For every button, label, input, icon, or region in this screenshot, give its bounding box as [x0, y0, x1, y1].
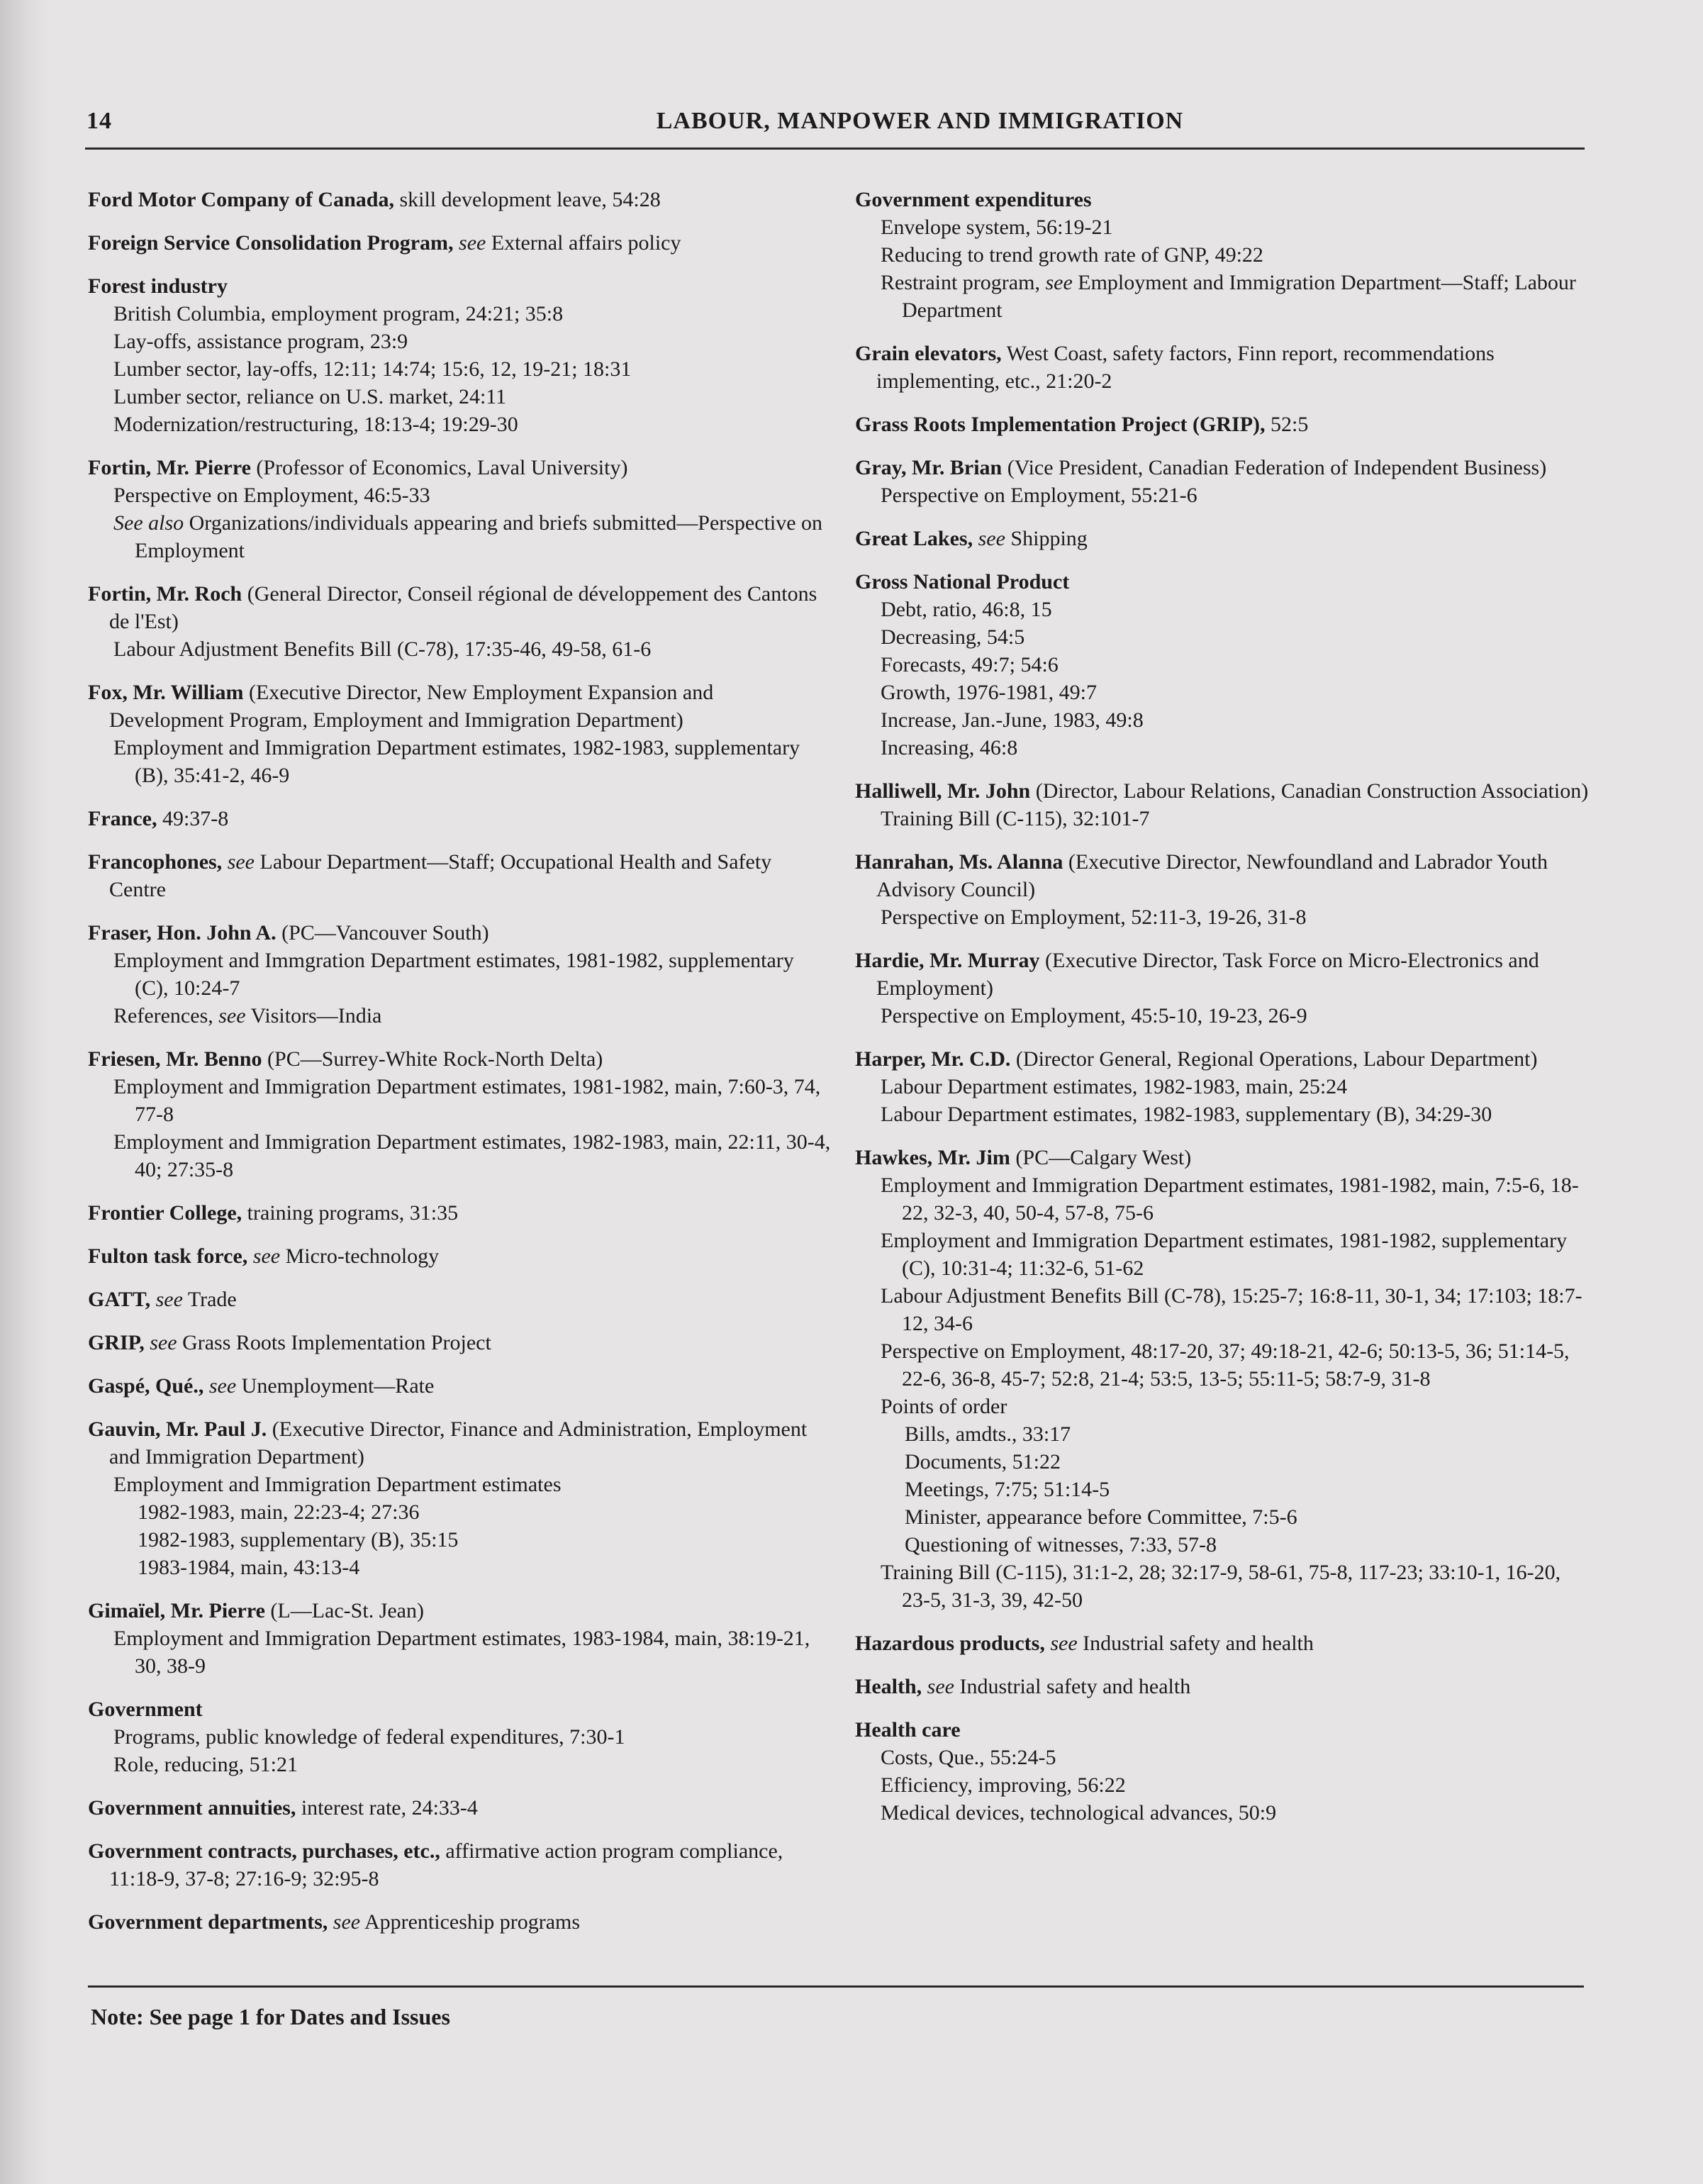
index-term: Gimaïel, Mr. Pierre: [88, 1599, 265, 1622]
index-subentry: [855, 596, 1592, 623]
index-entry-detail: affirmative action program compliance, 11:18-9, 37-8; 27:16-9; 32:95-8: [109, 1839, 783, 1890]
index-entry-heading: [855, 1144, 1592, 1171]
index-subentry-text: Training Bill (C-115), 32:101-7: [881, 807, 1150, 830]
index-subentry-text: Restraint program,: [881, 271, 1046, 294]
index-entry: [88, 1695, 832, 1778]
index-term: Hazardous products,: [855, 1632, 1045, 1655]
see-reference: see: [453, 231, 486, 255]
index-subentry: [855, 241, 1592, 269]
index-subentry-text: Increasing, 46:8: [881, 736, 1018, 759]
index-entry-heading: [88, 919, 832, 947]
index-term: Fortin, Mr. Pierre: [88, 456, 251, 479]
page-number: 14: [86, 108, 112, 134]
index-term: Halliwell, Mr. John: [855, 779, 1031, 803]
index-entry: [88, 580, 832, 663]
index-term: Friesen, Mr. Benno: [88, 1047, 262, 1071]
index-entry-heading: [855, 186, 1592, 213]
index-subentry: [88, 411, 832, 438]
index-entry: [88, 1372, 832, 1400]
index-entry-heading: [88, 1695, 832, 1723]
index-entry: [88, 1242, 832, 1270]
index-subentry: [88, 300, 832, 328]
index-subentry: [88, 1751, 832, 1778]
index-subentry: [855, 623, 1592, 651]
index-entry-heading: [88, 1199, 832, 1227]
index-subentry-text: Lumber sector, reliance on U.S. market, 24:11: [113, 385, 507, 408]
index-entry: [855, 1673, 1592, 1700]
index-entry: [88, 848, 832, 903]
index-term: Grass Roots Implementation Project (GRIP),: [855, 413, 1266, 436]
index-subentry-text: Efficiency, improving, 56:22: [881, 1773, 1126, 1797]
index-entry: [88, 1286, 832, 1313]
index-entry-detail: (Executive Director, Newfoundland and Labrador Youth Advisory Council): [876, 850, 1548, 901]
index-subentry-text: Documents, 51:22: [905, 1450, 1061, 1473]
index-subentry-text: Modernization/restructuring, 18:13-4; 19:29-30: [113, 413, 518, 436]
index-entry-detail: Micro-technology: [280, 1244, 440, 1268]
index-term: Hanrahan, Ms. Alanna: [855, 850, 1063, 874]
index-subentry: [855, 1799, 1592, 1827]
see-reference: see: [1044, 1632, 1078, 1655]
index-subentry-text: Meetings, 7:75; 51:14-5: [905, 1478, 1110, 1501]
index-entry-detail: Grass Roots Implementation Project: [177, 1331, 491, 1354]
index-term: Grain elevators,: [855, 342, 1002, 365]
index-subentry-text: Employment and Immigration Department estimates, 1982-1983, main, 22:11, 30-4, 40; 27:35-8: [113, 1130, 831, 1181]
index-entry-detail: (Director General, Regional Operations, Labour Department): [1010, 1047, 1538, 1071]
index-entry: [88, 229, 832, 257]
index-subentry-text: Employment and Immigration Department estimates, 1981-1982, supplementary (C), 10:31-4; 11:32-6, 51-62: [881, 1229, 1568, 1280]
index-term: Gross National Product: [855, 570, 1070, 594]
index-subentry: [855, 679, 1592, 706]
index-entry: [88, 1329, 832, 1356]
index-subentry-text: Growth, 1976-1981, 49:7: [881, 681, 1097, 704]
index-term: GRIP,: [88, 1331, 145, 1354]
index-subentry: [855, 1282, 1592, 1337]
index-entry-heading: [88, 1372, 832, 1400]
index-entry-heading: [88, 1242, 832, 1270]
index-entry: [855, 777, 1592, 832]
index-subentry-text: British Columbia, employment program, 24:21; 35:8: [113, 302, 564, 325]
index-subentry-text: Perspective on Employment, 46:5-33: [113, 484, 430, 507]
index-entry-heading: [855, 411, 1592, 438]
index-entry-detail: West Coast, safety factors, Finn report, recommendations implementing, etc., 21:20-2: [876, 342, 1495, 393]
index-subentry-text: Programs, public knowledge of federal expenditures, 7:30-1: [113, 1725, 625, 1749]
index-subentry-text: Perspective on Employment, 52:11-3, 19-26, 31-8: [881, 906, 1307, 929]
index-entry-heading: [88, 848, 832, 903]
index-subentry: [855, 1227, 1592, 1282]
index-entry: [88, 1597, 832, 1680]
index-entry-detail: Industrial safety and health: [954, 1675, 1191, 1698]
footer-note: Note: See page 1 for Dates and Issues: [91, 2004, 450, 2029]
index-entry-heading: [855, 525, 1592, 552]
index-subentry-text: Increase, Jan.-June, 1983, 49:8: [881, 708, 1144, 732]
index-entry-detail: Unemployment—Rate: [236, 1374, 435, 1398]
index-entry-heading: [855, 947, 1592, 1002]
index-entry-heading: [88, 186, 832, 213]
index-subentry: [855, 1393, 1592, 1420]
index-entry-detail: (Executive Director, New Employment Expansion and Development Program, Employment and Immigration Department): [109, 681, 714, 732]
index-entry-heading: [855, 340, 1592, 395]
see-reference: see: [1045, 271, 1073, 294]
index-subentry-text: Employment and Immgration Department estimates, 1981-1982, supplementary (C), 10:24-7: [113, 949, 794, 1000]
index-subentry-text: Decreasing, 54:5: [881, 625, 1025, 649]
index-entry-detail: (General Director, Conseil régional de développement des Cantons de l'Est): [109, 582, 817, 633]
index-entry-heading: [88, 1908, 832, 1936]
index-entry: [855, 947, 1592, 1030]
index-term: Gaspé, Qué.,: [88, 1374, 204, 1398]
index-term: Fortin, Mr. Roch: [88, 582, 242, 606]
index-term: GATT,: [88, 1288, 151, 1311]
index-entry-detail: External affairs policy: [486, 231, 681, 255]
index-subentry-text: Employment and Immigration Department estimates, 1981-1982, main, 7:5-6, 18-22, 32-3, 40, 50-4, 57-8, 75-6: [881, 1174, 1579, 1225]
index-subentry-text: Employment and Immigration Department—Staff; Labour Department: [902, 271, 1576, 322]
index-entry-heading: [88, 1794, 832, 1822]
index-subentry: [855, 734, 1592, 762]
index-subentry: [88, 1002, 832, 1030]
index-term: Health,: [855, 1675, 922, 1698]
index-subentry-text: Envelope system, 56:19-21: [881, 216, 1113, 239]
index-subentry: [855, 1559, 1592, 1614]
index-entry-heading: [855, 568, 1592, 596]
index-entry-heading: [88, 1286, 832, 1313]
index-subentry: [855, 1503, 1592, 1531]
index-subentry-text: Lumber sector, lay-offs, 12:11; 14:74; 15:6, 12, 19-21; 18:31: [113, 357, 632, 381]
index-subentry: [855, 1531, 1592, 1559]
index-entry: [88, 1045, 832, 1183]
index-entry-heading: [88, 580, 832, 635]
index-entry: [855, 848, 1592, 931]
index-entry: [88, 454, 832, 564]
index-entry-heading: [855, 777, 1592, 805]
index-subentry-text: Medical devices, technological advances, 50:9: [881, 1801, 1277, 1824]
index-term: Fulton task force,: [88, 1244, 248, 1268]
index-entry-heading: [88, 1045, 832, 1073]
index-term: Foreign Service Consolidation Program,: [88, 231, 454, 255]
index-term: France,: [88, 807, 157, 830]
index-subentry-text: Role, reducing, 51:21: [113, 1753, 298, 1776]
index-subentry-text: References,: [113, 1004, 219, 1027]
index-entry-heading: [88, 1597, 832, 1625]
index-term: Ford Motor Company of Canada,: [88, 188, 394, 211]
index-subentry: [88, 355, 832, 383]
index-term: Government annuities,: [88, 1796, 296, 1820]
index-entry: [88, 679, 832, 789]
index-term: Harper, Mr. C.D.: [855, 1047, 1011, 1071]
index-subentry-text: Minister, appearance before Committee, 7:5-6: [905, 1505, 1297, 1529]
index-subentry: [88, 509, 832, 564]
index-subentry: [855, 1448, 1592, 1476]
index-subentry: [855, 1337, 1592, 1393]
index-entry-detail: (L—Lac-St. Jean): [264, 1599, 424, 1622]
index-term: Government departments,: [88, 1910, 328, 1934]
index-entry-heading: [88, 229, 832, 257]
index-subentry-text: Visitors—India: [245, 1004, 382, 1027]
index-entry: [88, 1199, 832, 1227]
index-term: Fraser, Hon. John A.: [88, 921, 277, 945]
index-entry-heading: [88, 1415, 832, 1471]
index-subentry: [88, 481, 832, 509]
index-subentry: [88, 635, 832, 663]
index-subentry: [88, 1526, 832, 1554]
index-term: Francophones,: [88, 850, 223, 874]
index-subentry: [855, 213, 1592, 241]
index-subentry: [855, 1101, 1592, 1128]
index-entry: [855, 525, 1592, 552]
page-title: LABOUR, MANPOWER AND IMMIGRATION: [656, 108, 1184, 134]
index-subentry-text: 1982-1983, main, 22:23-4; 27:36: [138, 1500, 420, 1524]
index-subentry-text: Labour Department estimates, 1982-1983, main, 25:24: [881, 1075, 1348, 1098]
index-entry-detail: (Director, Labour Relations, Canadian Construction Association): [1030, 779, 1589, 803]
index-subentry: [855, 706, 1592, 734]
see-reference: see: [150, 1288, 183, 1311]
index-entry-detail: training programs, 31:35: [242, 1201, 459, 1225]
index-entry: [88, 1837, 832, 1893]
index-subentry: [88, 328, 832, 355]
index-term: Gray, Mr. Brian: [855, 456, 1003, 479]
see-reference: see: [222, 850, 255, 874]
index-term: Great Lakes,: [855, 527, 973, 550]
index-entry-heading: [88, 454, 832, 481]
index-subentry-text: Debt, ratio, 46:8, 15: [881, 598, 1052, 621]
see-reference: see: [328, 1910, 361, 1934]
index-column-left: [88, 186, 832, 1951]
index-subentry-text: Perspective on Employment, 48:17-20, 37; 49:18-21, 42-6; 50:13-5, 36; 51:14-5, 22-6, 36-8, 45-7; 52:8, 21-4; 53:5, 13-5; 55:11-5; 58:7-9, 31-8: [881, 1339, 1570, 1391]
index-term: Gauvin, Mr. Paul J.: [88, 1417, 267, 1441]
index-subentry: [855, 1744, 1592, 1771]
index-entry-detail: Shipping: [1005, 527, 1088, 550]
index-subentry-text: Points of order: [881, 1395, 1007, 1418]
index-subentry: [88, 1554, 832, 1581]
page-gutter-shadow: [0, 0, 50, 2184]
index-subentry: [855, 651, 1592, 679]
see-reference: see: [973, 527, 1005, 550]
index-subentry: [88, 1625, 832, 1680]
index-term: Hawkes, Mr. Jim: [855, 1146, 1010, 1169]
index-subentry: [855, 1476, 1592, 1503]
index-entry-heading: [88, 805, 832, 832]
index-subentry: [855, 903, 1592, 931]
index-subentry: [855, 481, 1592, 509]
index-subentry-text: Perspective on Employment, 45:5-10, 19-23, 26-9: [881, 1004, 1307, 1027]
index-subentry: [855, 269, 1592, 324]
index-subentry-text: Costs, Que., 55:24-5: [881, 1746, 1056, 1769]
index-subentry-text: 1983-1984, main, 43:13-4: [138, 1556, 360, 1579]
index-entry-detail: skill development leave, 54:28: [393, 188, 661, 211]
index-entry: [88, 272, 832, 438]
index-term: Fox, Mr. William: [88, 681, 244, 704]
index-subentry-text: Training Bill (C-115), 31:1-2, 28; 32:17-9, 58-61, 75-8, 117-23; 33:10-1, 16-20, 23-5, 31-3, 39, 42-50: [881, 1561, 1561, 1612]
index-subentry-text: Questioning of witnesses, 7:33, 57-8: [905, 1533, 1217, 1556]
index-entry-detail: Apprenticeship programs: [360, 1910, 581, 1934]
index-entry-detail: (PC—Vancouver South): [276, 921, 489, 945]
index-entry-detail: Trade: [182, 1288, 237, 1311]
index-entry: [88, 805, 832, 832]
index-subentry-text: Organizations/individuals appearing and briefs submitted—Perspective on Employment: [135, 511, 823, 562]
index-entry-detail: 52:5: [1265, 413, 1309, 436]
index-column-right: [855, 186, 1592, 1842]
see-reference: see: [218, 1004, 246, 1027]
index-entry-detail: (Executive Director, Task Force on Micro-Electronics and Employment): [876, 949, 1539, 1000]
index-entry: [855, 340, 1592, 395]
index-subentry-text: Forecasts, 49:7; 54:6: [881, 653, 1059, 676]
index-subentry: [855, 1771, 1592, 1799]
index-subentry: [855, 1002, 1592, 1030]
index-subentry: [88, 1723, 832, 1751]
index-term: Forest industry: [88, 274, 228, 298]
index-entry: [88, 1908, 832, 1936]
index-entry: [88, 919, 832, 1030]
index-entry-heading: [855, 454, 1592, 481]
index-subentry-text: Lay-offs, assistance program, 23:9: [113, 330, 408, 353]
index-subentry-text: Employment and Immigration Department estimates: [113, 1473, 562, 1496]
index-subentry: [855, 1073, 1592, 1101]
index-subentry: [88, 1073, 832, 1128]
see-reference: see: [922, 1675, 954, 1698]
footer-rule: [88, 1985, 1584, 1988]
index-entry-detail: (PC—Surrey-White Rock-North Delta): [262, 1047, 603, 1071]
index-term: Frontier College,: [88, 1201, 242, 1225]
index-subentry-text: Perspective on Employment, 55:21-6: [881, 484, 1197, 507]
index-subentry: [855, 1420, 1592, 1448]
index-term: Health care: [855, 1718, 961, 1742]
index-term: Government contracts, purchases, etc.,: [88, 1839, 440, 1863]
index-entry: [88, 1794, 832, 1822]
index-subentry: [88, 947, 832, 1002]
index-entry-detail: interest rate, 24:33-4: [296, 1796, 478, 1820]
page-header: [85, 105, 1585, 150]
index-entry-heading: [88, 679, 832, 734]
index-term: Government expenditures: [855, 188, 1092, 211]
index-entry-heading: [855, 1629, 1592, 1657]
index-subentry: [855, 1171, 1592, 1227]
index-entry: [855, 1716, 1592, 1827]
index-subentry-text: Labour Adjustment Benefits Bill (C-78), 15:25-7; 16:8-11, 30-1, 34; 17:103; 18:7-12, 34-6: [881, 1284, 1582, 1335]
index-entry-detail: (Professor of Economics, Laval University): [250, 456, 628, 479]
index-subentry: [88, 1498, 832, 1526]
index-entry-heading: [855, 1716, 1592, 1744]
index-subentry-text: Employment and Immigration Department estimates, 1982-1983, supplementary (B), 35:41-2, 46-9: [113, 736, 800, 787]
see-reference: see: [203, 1374, 237, 1398]
see-reference: see: [247, 1244, 281, 1268]
index-entry-heading: [88, 1837, 832, 1893]
index-subentry: [88, 1128, 832, 1183]
index-entry: [855, 411, 1592, 438]
index-subentry: [88, 734, 832, 789]
index-subentry-text: Labour Department estimates, 1982-1983, supplementary (B), 34:29-30: [881, 1103, 1492, 1126]
index-entry-heading: [855, 1045, 1592, 1073]
index-subentry-text: Labour Adjustment Benefits Bill (C-78), 17:35-46, 49-58, 61-6: [113, 637, 652, 661]
index-entry: [855, 1629, 1592, 1657]
see-reference: see: [144, 1331, 177, 1354]
index-subentry: [88, 383, 832, 411]
index-entry-detail: (PC—Calgary West): [1010, 1146, 1192, 1169]
index-subentry-text: Reducing to trend growth rate of GNP, 49:22: [881, 243, 1263, 267]
index-entry-heading: [88, 272, 832, 300]
see-also-reference: See also: [113, 511, 184, 535]
index-subentry: [855, 805, 1592, 832]
index-entry: [88, 186, 832, 213]
index-entry: [855, 568, 1592, 762]
index-subentry-text: Employment and Immigration Department estimates, 1981-1982, main, 7:60-3, 74, 77-8: [113, 1075, 821, 1126]
index-term: Hardie, Mr. Murray: [855, 949, 1040, 972]
index-term: Government: [88, 1698, 203, 1721]
index-entry-heading: [855, 1673, 1592, 1700]
index-entry-detail: 49:37-8: [157, 807, 229, 830]
index-entry: [855, 1045, 1592, 1128]
index-entry-heading: [88, 1329, 832, 1356]
index-subentry-text: Bills, amdts., 33:17: [905, 1422, 1071, 1446]
index-entry: [88, 1415, 832, 1581]
index-entry-detail: (Vice President, Canadian Federation of Independent Business): [1002, 456, 1547, 479]
index-subentry-text: 1982-1983, supplementary (B), 35:15: [138, 1528, 459, 1551]
index-entry-detail: Industrial safety and health: [1077, 1632, 1314, 1655]
index-entry-detail: (Executive Director, Finance and Administration, Employment and Immigration Department): [109, 1417, 808, 1469]
index-entry: [855, 454, 1592, 509]
index-subentry-text: Employment and Immigration Department estimates, 1983-1984, main, 38:19-21, 30, 38-9: [113, 1627, 810, 1678]
index-entry: [855, 186, 1592, 324]
index-entry: [855, 1144, 1592, 1614]
index-entry-detail: Labour Department—Staff; Occupational Health and Safety Centre: [109, 850, 772, 901]
index-subentry: [88, 1471, 832, 1498]
index-entry-heading: [855, 848, 1592, 903]
